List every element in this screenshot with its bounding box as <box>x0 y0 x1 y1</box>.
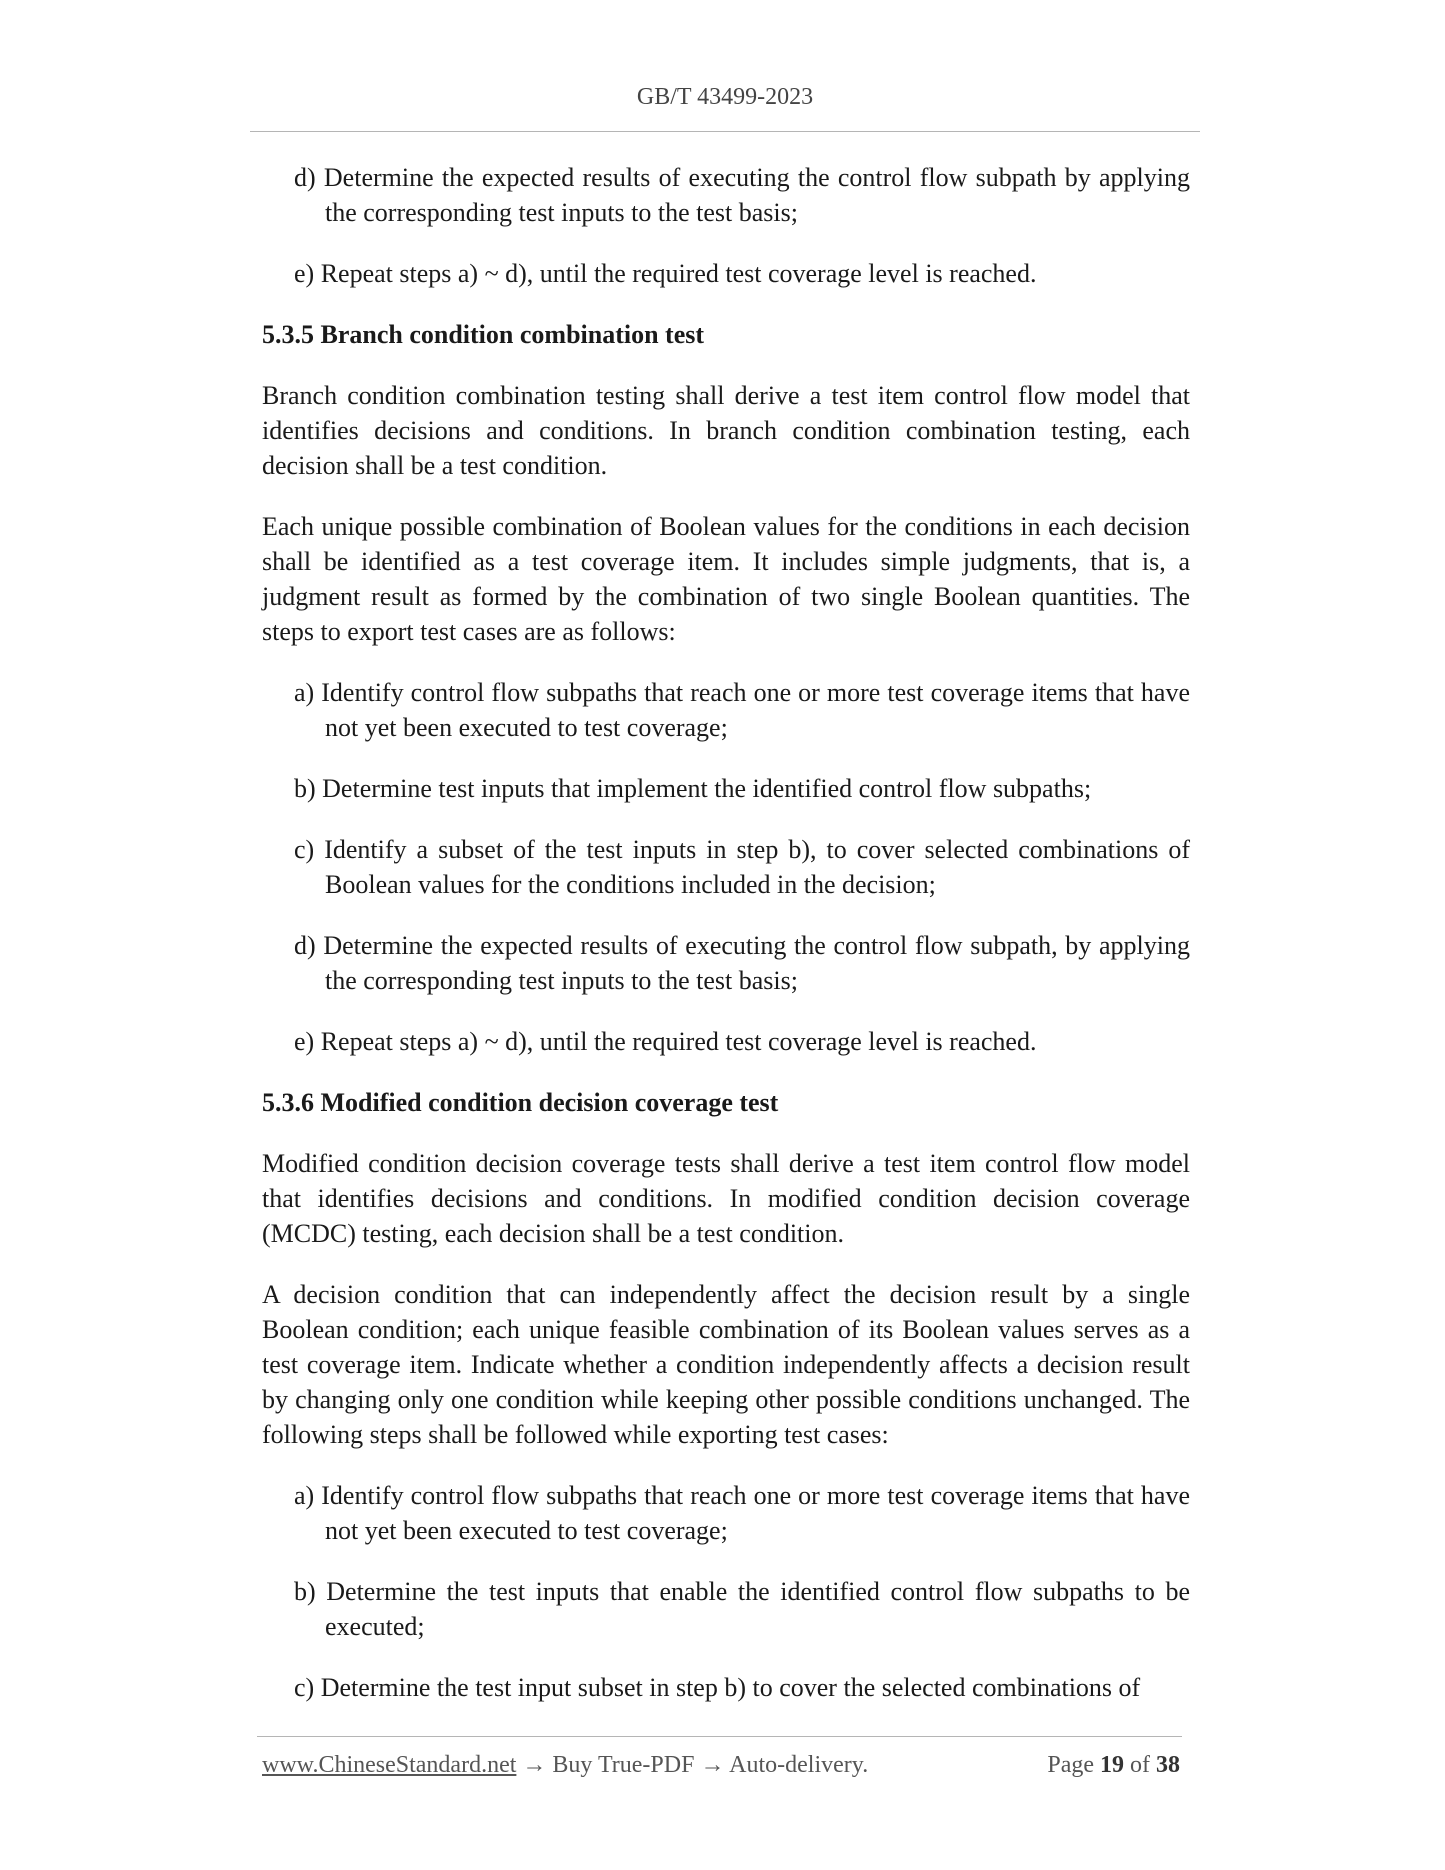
section-heading: 5.3.5 Branch condition combination test <box>262 320 705 349</box>
buy-pdf-text: Buy True-PDF <box>552 1752 695 1778</box>
header-divider <box>250 131 1200 132</box>
list-item: b) Determine the test inputs that enable the identified control flow subpaths to be executed; <box>294 1577 1190 1641</box>
of-label: of <box>1130 1752 1150 1778</box>
footer-promo <box>262 1752 868 1779</box>
list-item: c) Determine the test input subset in step b) to cover the selected combinations of <box>294 1673 1141 1702</box>
list-item: b) Determine test inputs that implement the identified control flow subpaths; <box>294 774 1092 803</box>
paragraph: Branch condition combination testing shall derive a test item control flow model that identifies decisions and conditions. In branch condition combination testing, each decision shall be a test condition. <box>262 381 1190 480</box>
list-item: d) Determine the expected results of executing the control flow subpath, by applying the corresponding test inputs to the test basis; <box>294 931 1190 995</box>
list-item: a) Identify control flow subpaths that reach one or more test coverage items that have not yet been executed to test coverage; <box>294 678 1190 742</box>
list-item: d) Determine the expected results of executing the control flow subpath by applying the corresponding test inputs to the test basis; <box>294 163 1190 227</box>
paragraph: Modified condition decision coverage tests shall derive a test item control flow model that identifies decisions and conditions. In modified condition decision coverage (MCDC) testing, each decision shall be a test condition. <box>262 1149 1190 1248</box>
page-header: GB/T 43499-2023 <box>636 84 814 110</box>
list-item: a) Identify control flow subpaths that reach one or more test coverage items that have not yet been executed to test coverage; <box>294 1481 1190 1545</box>
website-link[interactable]: www.ChineseStandard.net <box>262 1752 517 1778</box>
footer-divider <box>257 1736 1182 1737</box>
arrow-icon: → <box>700 1752 725 1778</box>
section-heading: 5.3.6 Modified condition decision coverage test <box>262 1088 779 1117</box>
delivery-text: Auto-delivery. <box>729 1752 869 1778</box>
paragraph: Each unique possible combination of Boolean values for the conditions in each decision shall be identified as a test coverage item. It includes simple judgments, that is, a judgment result as formed by the combination of two single Boolean quantities. The steps to export test cases are as follows: <box>262 512 1190 646</box>
page-indicator <box>1047 1752 1180 1779</box>
list-item: c) Identify a subset of the test inputs in step b), to cover selected combinations of Boolean values for the conditions included in the decision; <box>294 835 1190 899</box>
list-item: e) Repeat steps a) ~ d), until the required test coverage level is reached. <box>294 259 1037 288</box>
total-pages: 38 <box>1156 1752 1180 1778</box>
paragraph: A decision condition that can independently affect the decision result by a single Boolean condition; each unique feasible combination of its Boolean values serves as a test coverage item. Indicate whether a condition independently affects a decision result by changing only one condition while keeping other possible conditions unchanged. The following steps shall be followed while exporting test cases: <box>262 1280 1190 1449</box>
arrow-icon: → <box>522 1752 547 1778</box>
page-number: 19 <box>1100 1752 1124 1778</box>
list-item: e) Repeat steps a) ~ d), until the required test coverage level is reached. <box>294 1027 1037 1056</box>
document-body <box>262 160 1190 1731</box>
page-label: Page <box>1047 1752 1094 1778</box>
